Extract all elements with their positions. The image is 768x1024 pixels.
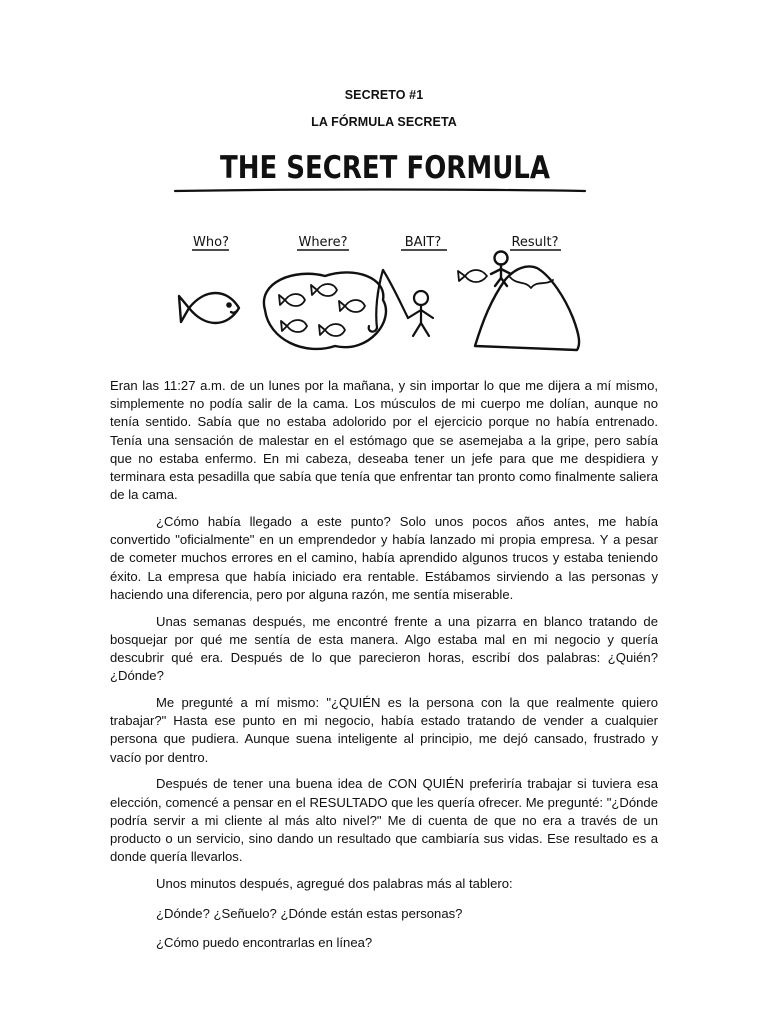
paragraph-4: Me pregunté a mí mismo: "¿QUIÉN es la persona con la que realmente quiero trabajar?" Hasta ese punto en mi negocio, había estado tratando de vender a cualquier persona que pudiera. Aunque suena inteligente al principio, me dejó cansado, frustrado y vacío por dentro. — [110, 695, 658, 765]
paragraph-1: Eran las 11:27 a.m. de un lunes por la mañana, y sin importar lo que me dijera a mí mismo, simplemente no podía salir de la cama. Los músculos de mi cuerpo me dolían, aunque no tenía sentido. Sabía que no estaba adolorido por el ejercicio porque no había entrenado. Tenía una sensación de malestar en el estómago que se asemejaba a la gripe, pero sabía que no estaba enfermo. En mi cabeza, deseaba tener un jefe para que me despidiera y terminara esta pesadilla que sabía que tenía que enfrentar tan pronto como finalmente saliera de la cama. — [110, 378, 658, 503]
label-who: Who? — [193, 235, 229, 250]
stick-figure-on-mountain-icon — [458, 252, 579, 351]
label-result: Result? — [511, 235, 559, 250]
body-text — [110, 377, 658, 964]
fish-icon — [179, 293, 239, 323]
label-where: Where? — [298, 235, 348, 250]
secret-formula-drawing — [165, 140, 605, 365]
figure-title: THE SECRET FORMULA — [220, 150, 551, 186]
secret-number-heading: SECRETO #1 — [344, 88, 424, 102]
paragraph-7: ¿Dónde? ¿Señuelo? ¿Dónde están estas personas? — [156, 905, 463, 921]
title-underline — [175, 190, 585, 192]
label-bait: BAIT? — [404, 235, 442, 250]
pond-with-fish-icon — [264, 272, 386, 349]
paragraph-6: Unos minutos después, agregué dos palabras más al tablero: — [156, 876, 513, 892]
paragraph-2: ¿Cómo había llegado a este punto? Solo unos pocos años antes, me había convertido "oficialmente" en un emprendedor y había lanzado mi propia empresa. Y a pesar de cometer muchos errores en el camino, había aprendido algunos trucos y estaba teniendo éxito. La empresa que había iniciado era rentable. Estábamos sirviendo a las personas y haciendo una diferencia, pero por alguna razón, me sentía miserable. — [110, 514, 658, 602]
paragraph-3: Unas semanas después, me encontré frente a una pizarra en blanco tratando de bosquejar por qué me sentía de esta manera. Algo estaba mal en mi negocio y quería descubrir qué era. Después de lo que parecieron horas, escribí dos palabras: ¿Quién? ¿Dónde? — [110, 613, 658, 684]
secret-title-heading: LA FÓRMULA SECRETA — [311, 115, 457, 129]
stick-figure-fishing-icon — [369, 270, 433, 336]
secret-formula-illustration — [165, 140, 605, 365]
paragraph-8: ¿Cómo puedo encontrarlas en línea? — [156, 935, 373, 951]
paragraph-5: Después de tener una buena idea de CON QUIÉN preferiría trabajar si tuviera esa elección, comencé a pensar en el RESULTADO que les quería ofrecer. Me pregunté: "¿Dónde podría servir a mi cliente al más alto nivel?" Me di cuenta de que no era a través de un producto o un servicio, sino dando un resultado que cambiaría sus vidas. Ese resultado es a donde quería llevarlos. — [110, 776, 658, 865]
